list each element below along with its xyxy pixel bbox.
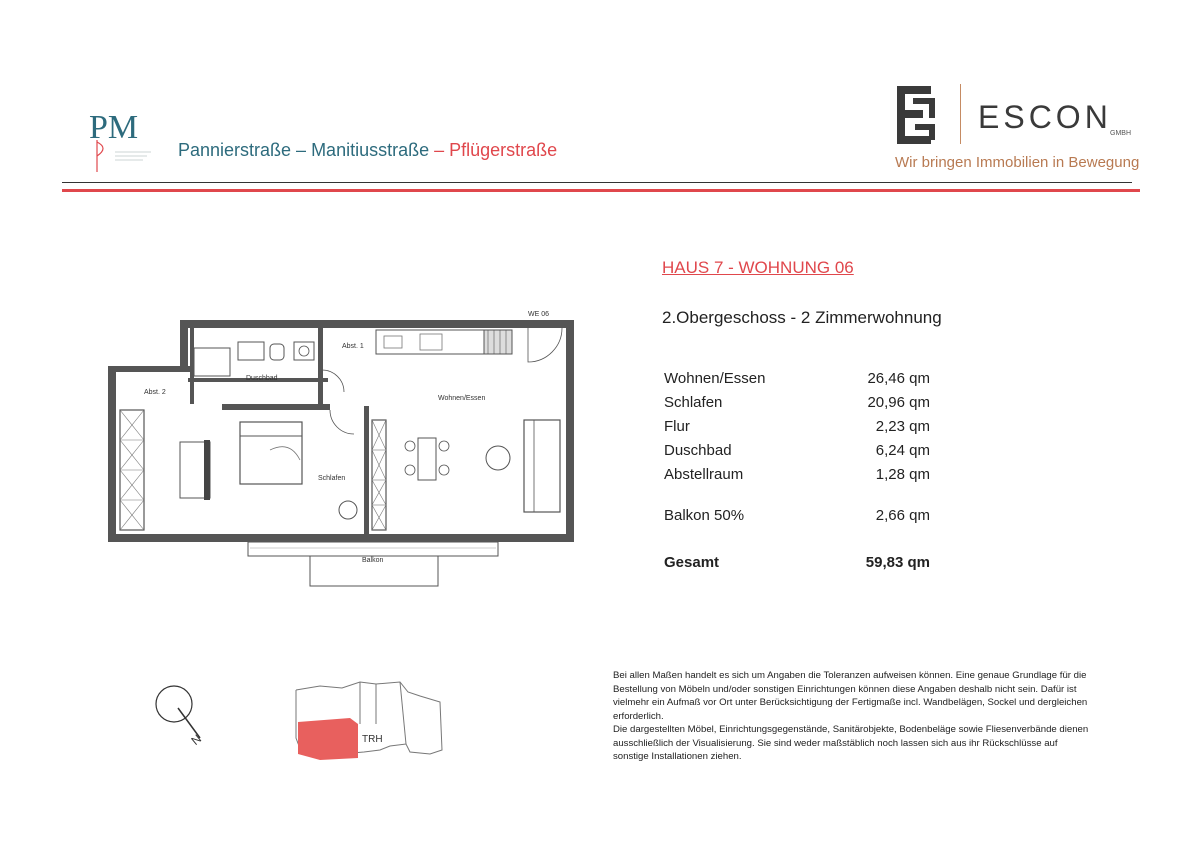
area-row: [664, 394, 930, 416]
logo-divider: [960, 84, 961, 144]
area-row: [664, 442, 930, 464]
room-area: 1,28 qm: [875, 466, 930, 483]
escon-logo-mark: [893, 84, 941, 146]
header-rule-red: [62, 189, 1140, 192]
street-names-part1: Pannierstraße – Manitiusstraße: [178, 140, 430, 160]
pm-logo: [85, 100, 155, 175]
unit-floor: 2.Obergeschoss - 2 Zimmerwohnung: [662, 308, 942, 327]
label-schlafen: Schlafen: [318, 475, 346, 482]
site-label: TRH: [362, 734, 383, 745]
total-area: 59,83 qm: [865, 554, 930, 571]
pm-logo-letters: PM: [89, 109, 139, 146]
area-row: [664, 418, 930, 440]
room-area: 20,96 qm: [867, 394, 930, 411]
area-row: [664, 466, 930, 488]
floor-plan: [100, 300, 580, 595]
company-slogan: Wir bringen Immobilien in Bewegung: [895, 154, 1140, 171]
area-row: [664, 370, 930, 392]
north-arrow-icon: [150, 682, 220, 752]
company-suffix: GMBH: [1110, 130, 1131, 137]
label-duschbad: Duschbad: [246, 375, 278, 382]
room-name: Wohnen/Essen: [664, 370, 766, 387]
room-area: 2,23 qm: [875, 418, 930, 435]
company-name: ESCON: [978, 99, 1112, 135]
header-rule-black: [62, 182, 1132, 183]
site-plan: [280, 678, 450, 768]
label-abst1: Abst. 1: [342, 343, 364, 350]
street-names: [178, 140, 557, 161]
room-name: Duschbad: [664, 442, 732, 459]
disclaimer-p1: Bei allen Maßen handelt es sich um Angaben die Toleranzen aufweisen können. Eine genaue Grundlage für die Bestellung von Möbeln und/oder sonstigen Einrichtungen können diese Angaben deshalb nicht sein. Dafür ist vielmehr ein Aufmaß vor Ort unter Berücksichtigung der Fertigmaße incl. Wandbelägen, Sockel und dergleichen erforderlich.: [613, 670, 1088, 722]
room-name: Balkon 50%: [664, 507, 745, 524]
room-area: 6,24 qm: [875, 442, 930, 459]
room-name: Flur: [664, 418, 690, 435]
label-abst2: Abst. 2: [144, 389, 166, 396]
room-name: Abstellraum: [664, 466, 744, 483]
disclaimer: [613, 669, 1093, 764]
label-balkon: Balkon: [362, 557, 384, 564]
disclaimer-p2: Die dargestellten Möbel, Einrichtungsgegenstände, Sanitärobjekte, Bodenbeläge sowie Fliesenverbände dienen ausschließlich der Visualisierung. Sie sind weder maßstäblich noch lassen sich aus ihr Rückschlüsse auf sonstige Installationen ziehen.: [613, 724, 1089, 762]
label-wohnen: Wohnen/Essen: [438, 395, 486, 402]
balcony-row: [664, 507, 930, 529]
north-label: N: [188, 731, 205, 748]
unit-title: HAUS 7 - WOHNUNG 06: [662, 258, 854, 277]
room-area: 2,66 qm: [875, 507, 930, 524]
unit-highlight: [298, 718, 358, 760]
total-label: Gesamt: [664, 554, 720, 571]
street-names-part2: – Pflügerstraße: [429, 140, 558, 160]
room-name: Schlafen: [664, 394, 723, 411]
room-area: 26,46 qm: [867, 370, 930, 387]
total-row: [664, 554, 930, 576]
label-we: WE 06: [528, 311, 550, 318]
